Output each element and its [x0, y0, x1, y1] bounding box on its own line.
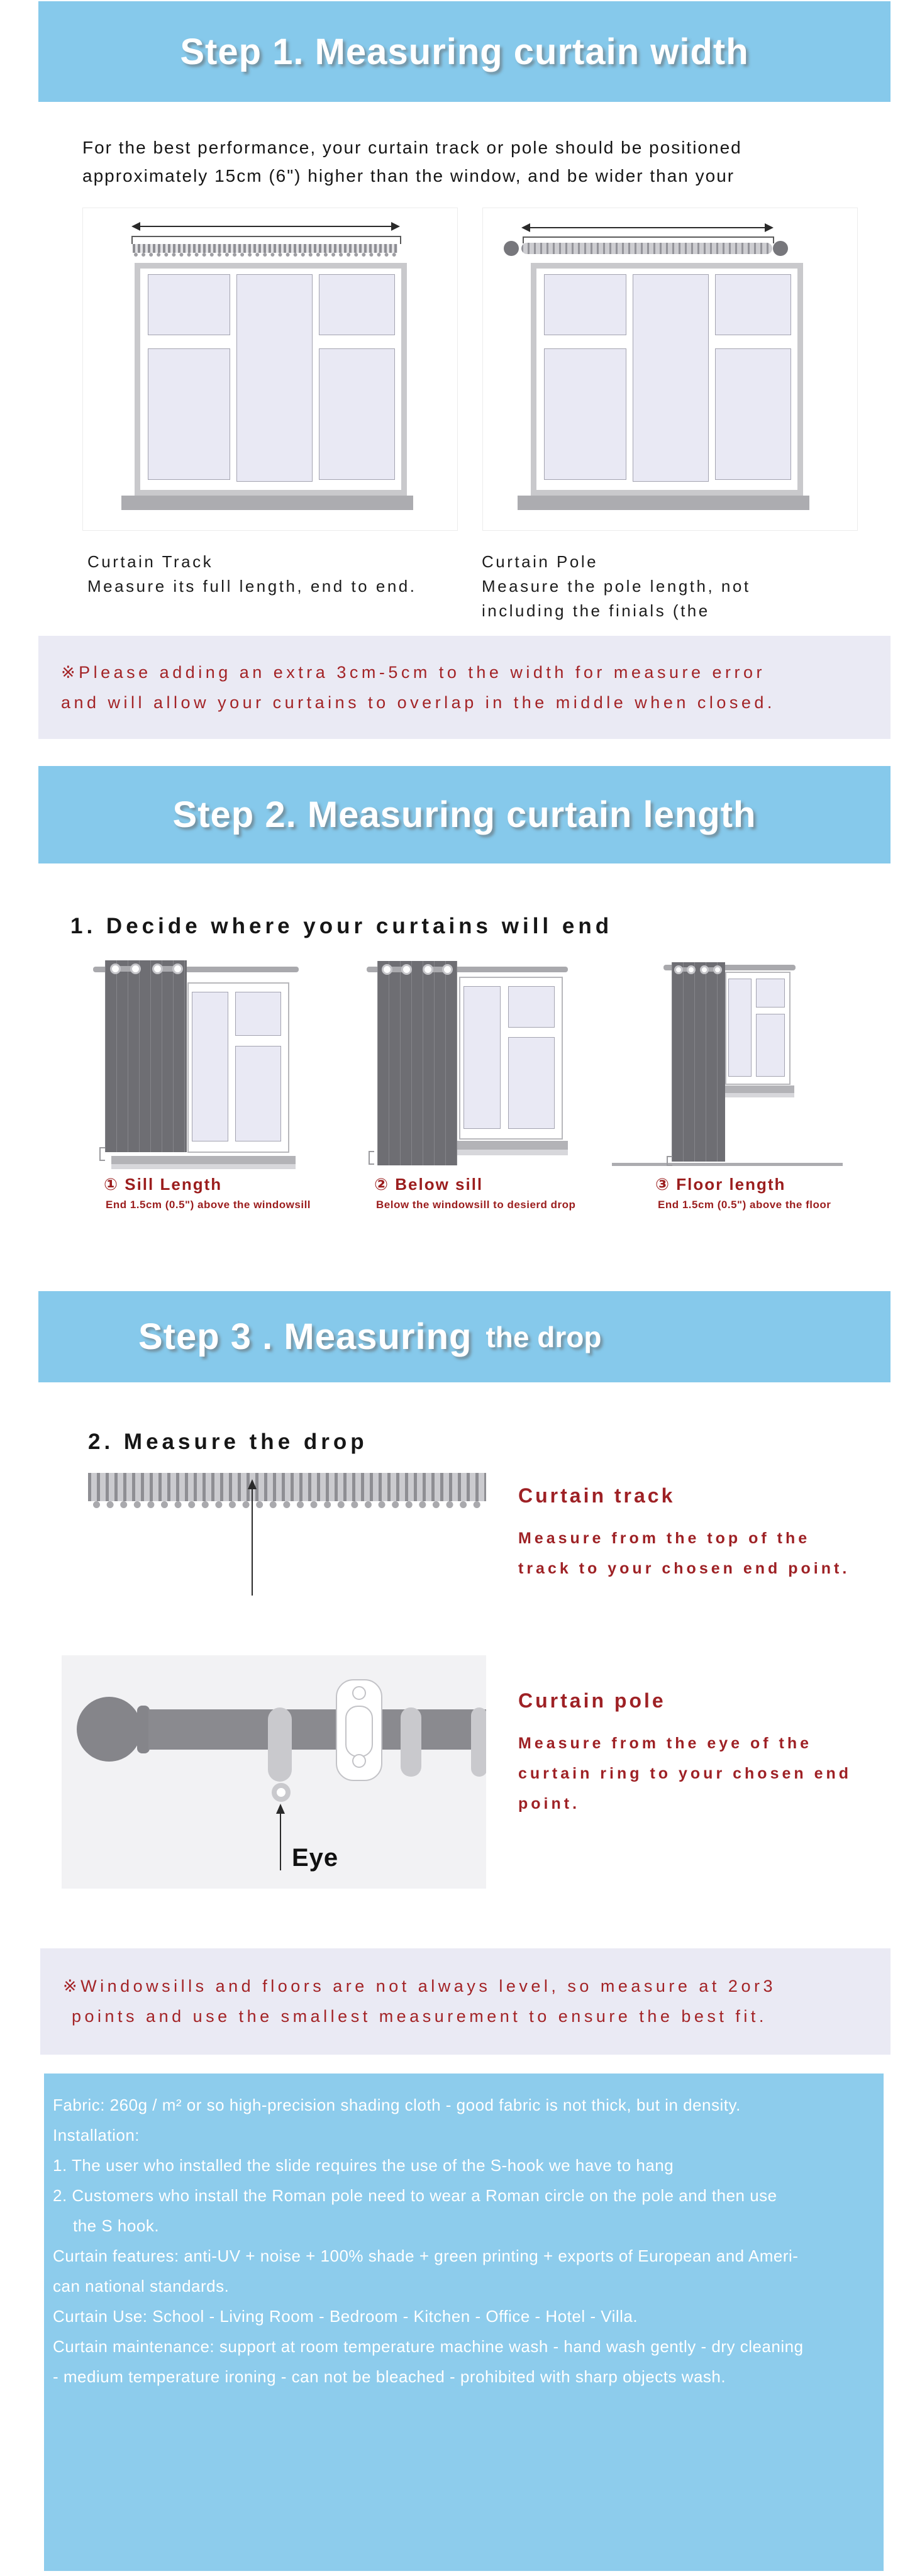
step3-note-box	[40, 1948, 891, 2055]
pole-illustration	[62, 1655, 486, 1889]
step3-title: Step 3 . Measuring	[138, 1316, 472, 1357]
window-pane	[463, 986, 501, 1129]
pole-caption-line2: including the finials (the	[482, 601, 710, 620]
window-pane	[715, 274, 791, 335]
step2-subtitle: 1. Decide where your curtains will end	[70, 914, 613, 939]
step3-header-band	[38, 1291, 891, 1382]
option-below-sill-label: ② Below sill	[374, 1175, 484, 1194]
window-pane	[544, 348, 626, 480]
info-line: - medium temperature ironing - can not be bleached - prohibited with sharp objects wash.	[53, 2367, 726, 2386]
window-pane	[148, 274, 230, 335]
pole-instruction-line3: point.	[518, 1795, 580, 1813]
curtain-track-bar	[88, 1473, 486, 1501]
pole-caption-line1: Measure the pole length, not	[482, 577, 751, 596]
track-caption-line: Measure its full length, end to end.	[87, 577, 417, 596]
option-sill-length-desc: End 1.5cm (0.5") above the windowsill	[106, 1199, 311, 1211]
windowsill-ledge	[111, 1164, 296, 1169]
step3-note-line2: points and use the smallest measurement to ensure the best fit.	[72, 2007, 767, 2026]
step1-note-line2: and will allow your curtains to overlap in the middle when closed.	[61, 693, 775, 712]
windowsill-ledge	[723, 1093, 794, 1097]
window-pane	[235, 992, 281, 1035]
info-line: the S hook.	[73, 2216, 160, 2235]
windowsill	[111, 1156, 296, 1164]
pole-instruction-line1: Measure from the eye of the	[518, 1735, 813, 1752]
pole-caption-title: Curtain Pole	[482, 552, 599, 571]
floor-line	[612, 1163, 843, 1166]
info-line: 1. The user who installed the slide requires the use of the S-hook we have to hang	[53, 2156, 674, 2175]
bracket-screw	[352, 1686, 366, 1700]
measure-tick	[369, 1151, 374, 1165]
step2-title: Step 2. Measuring curtain length	[172, 794, 757, 835]
drop-measure-arrow	[252, 1489, 253, 1596]
curtain	[377, 961, 457, 1165]
pole-finial	[77, 1697, 141, 1762]
pole-finial-right	[773, 241, 788, 256]
grommet	[442, 964, 453, 975]
step2-header-band	[38, 766, 891, 863]
track-caption-title: Curtain Track	[87, 552, 214, 571]
ring-eye	[272, 1783, 291, 1802]
pole-heading: Curtain pole	[518, 1689, 666, 1712]
window-pane	[319, 348, 395, 480]
window	[725, 972, 791, 1085]
windowsill-ledge	[457, 1150, 568, 1155]
track-instruction-line2: track to your chosen end point.	[518, 1560, 850, 1577]
windowsill	[457, 1141, 568, 1150]
pole-instruction-line2: curtain ring to your chosen end	[518, 1765, 852, 1782]
info-line: Curtain Use: School - Living Room - Bedroom - Kitchen - Office - Hotel - Villa.	[53, 2307, 638, 2326]
grommet	[700, 965, 709, 974]
windowsill	[121, 496, 413, 510]
window-pane	[544, 274, 626, 335]
curtain	[105, 960, 187, 1152]
measure-tick	[99, 1147, 105, 1161]
grommet	[687, 965, 696, 974]
step1-intro-paragraph	[82, 133, 742, 190]
track-instruction-line1: Measure from the top of the	[518, 1530, 811, 1547]
window-pane	[148, 348, 230, 480]
option-sill-length-label: ① Sill Length	[104, 1175, 223, 1194]
step3-subtitle: 2. Measure the drop	[88, 1430, 368, 1455]
curtain-ring	[268, 1707, 292, 1782]
grommet	[401, 964, 412, 975]
grommet	[674, 965, 683, 974]
track-hooks	[134, 253, 396, 257]
info-line: 2. Customers who install the Roman pole need to wear a Roman circle on the pole and then use	[53, 2186, 777, 2205]
finial-collar	[137, 1706, 150, 1753]
step1-note-line1: ※Please adding an extra 3cm-5cm to the width for measure error	[61, 663, 765, 682]
pole-rod	[148, 1709, 486, 1750]
track-rail	[131, 236, 401, 244]
grommet	[713, 965, 722, 974]
eye-pointer-arrow	[280, 1814, 281, 1870]
pole-caption	[482, 550, 751, 623]
curtain-track-window-diagram	[82, 208, 458, 531]
step3-title-sub: the drop	[486, 1320, 602, 1353]
window-pane	[235, 1046, 281, 1141]
option-below-sill-desc: Below the windowsill to desierd drop	[376, 1199, 576, 1211]
window-pane	[728, 979, 752, 1077]
info-line: Installation:	[53, 2126, 140, 2145]
width-measure-arrow	[523, 227, 772, 228]
step1-header-band	[38, 1, 891, 102]
curtain-pole	[521, 243, 772, 254]
eye-label: Eye	[292, 1844, 339, 1872]
option-floor-length-desc: End 1.5cm (0.5") above the floor	[658, 1199, 831, 1211]
window-pane	[192, 992, 228, 1141]
window	[187, 982, 289, 1153]
track-hooks	[93, 1501, 480, 1508]
info-line: can national standards.	[53, 2277, 230, 2296]
windowsill	[518, 496, 809, 510]
info-line: Curtain maintenance: support at room temperature machine wash - hand wash gently - dry cleaning	[53, 2337, 804, 2356]
track-heading: Curtain track	[518, 1484, 675, 1507]
step1-note-box	[38, 636, 891, 739]
window	[531, 263, 803, 496]
curtain-pole-window-diagram	[482, 208, 858, 531]
measure-tick	[667, 1156, 672, 1166]
window	[459, 977, 563, 1140]
window-pane	[756, 979, 785, 1008]
curtain	[672, 962, 725, 1162]
window	[135, 263, 407, 496]
info-line: Fabric: 260g / m² or so high-precision shading cloth - good fabric is not thick, but in density.	[53, 2096, 741, 2114]
grommet	[110, 963, 121, 974]
bracket-slot	[345, 1706, 373, 1757]
grommet	[172, 963, 183, 974]
window-pane	[236, 274, 313, 482]
track-caption	[87, 550, 416, 599]
windowsill	[723, 1085, 794, 1093]
width-measure-arrow	[133, 226, 399, 227]
window-pane	[756, 1014, 785, 1077]
grommet	[382, 964, 392, 975]
bracket-screw	[352, 1754, 366, 1768]
grommet	[152, 963, 163, 974]
window-pane	[715, 348, 791, 480]
track-gliders	[133, 244, 397, 253]
step3-note-line1: ※Windowsills and floors are not always level, so measure at 2or3	[63, 1977, 776, 1996]
step1-title: Step 1. Measuring curtain width	[180, 31, 749, 72]
info-line: Curtain features: anti-UV + noise + 100% shade + green printing + exports of European and Ameri-	[53, 2246, 799, 2265]
pole-finial-left	[504, 241, 519, 256]
window-pane	[633, 274, 709, 482]
grommet	[423, 964, 433, 975]
step1-intro-line1: For the best performance, your curtain track or pole should be positioned	[82, 138, 742, 157]
window-pane	[319, 274, 395, 335]
step1-intro-line2: approximately 15cm (6") higher than the window, and be wider than your	[82, 166, 735, 186]
grommet	[130, 963, 141, 974]
window-pane	[508, 986, 555, 1028]
window-pane	[508, 1037, 555, 1128]
option-floor-length-label: ③ Floor length	[655, 1175, 786, 1194]
product-info-block	[44, 2074, 884, 2571]
curtain-ring	[471, 1707, 486, 1777]
curtain-ring	[401, 1707, 421, 1777]
